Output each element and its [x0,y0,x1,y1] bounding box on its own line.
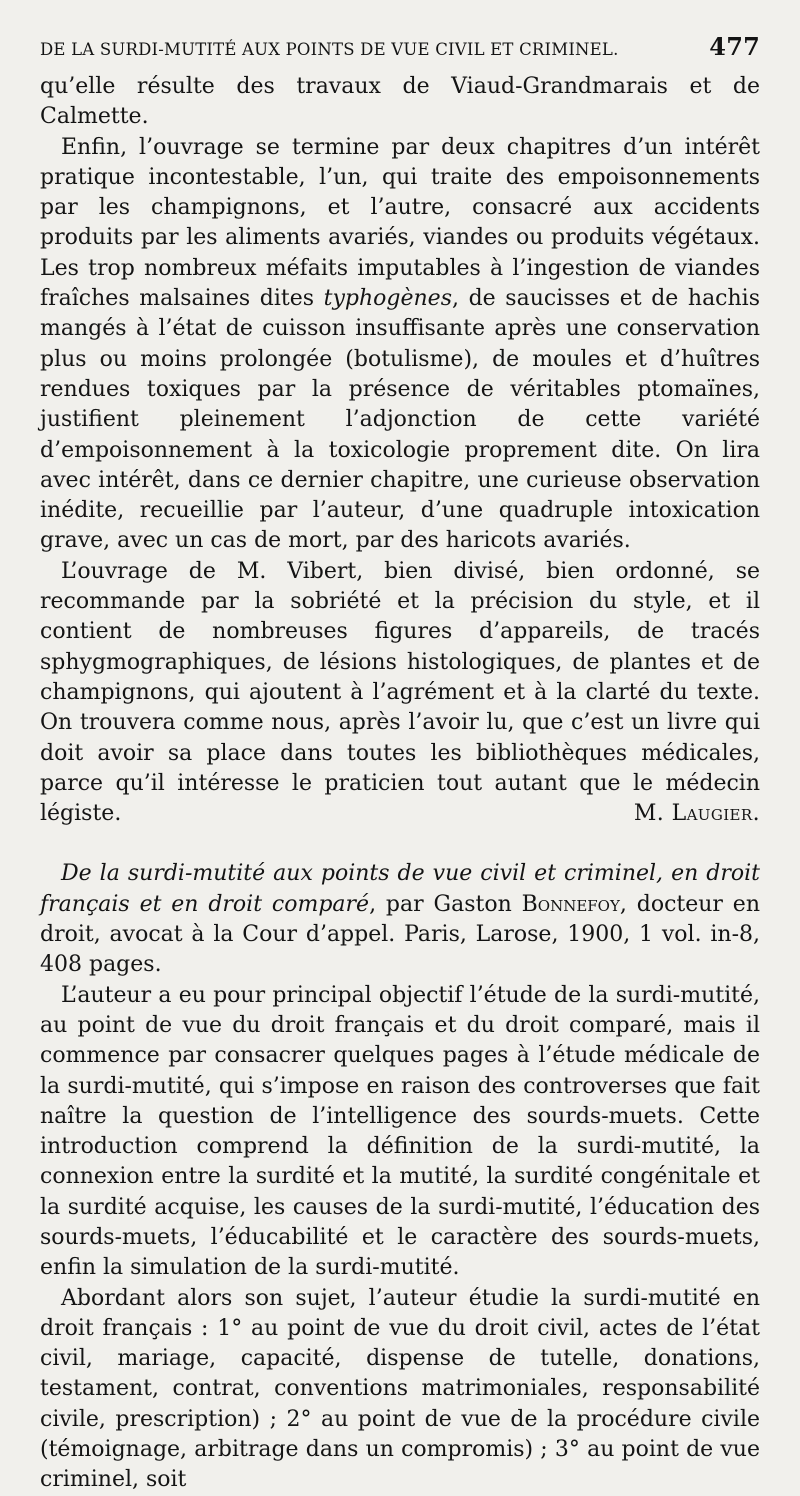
text-run: , de saucisses et de hachis mangés à l’état de cuisson insuffisante après une conservation plus ou moins prolongée (botulisme), de moules et d’huîtres rendues toxiques par la présence de véritables ptomaïnes, justifient pleinement l’adjonction de cette variété d’empoisonnement à la toxicologie proprement dite. On lira avec intérêt, dans ce dernier chapitre, une curieuse observation inédite, recueillie par l’auteur, d’une quadruple intoxication grave, avec un cas de mort, par des haricots avariés. [40,286,760,554]
text-run: , par Gaston [369,891,522,917]
running-header [40,32,760,72]
signature [613,799,760,829]
body-text [40,72,760,1496]
paragraph: L’auteur a eu pour principal objectif l’étude de la surdi-mutité, au point de vue du droit français et du droit comparé, mais il commence par consacrer quelques pages à l’étude médicale de la surdi-mutité, qui s’impose en raison des controverses que fait naître la question de l’intelligence des sourds-muets. Cette introduction comprend la définition de la surdi-mutité, la connexion entre la surdité et la mutité, la surdité congénitale et la surdité acquise, les causes de la surdi-mutité, l’éducation des sourds-muets, l’éducabilité et le caractère des sourds-muets, enfin la simulation de la surdi-mutité. [40,982,760,1281]
signature-initial: M. [633,801,665,827]
text-run: , docteur en droit, avocat à la Cour d’appel. Paris, Larose, 1900, 1 vol. in-8, 408 pages. [40,891,760,978]
paragraph [40,557,760,830]
emphasis: typhogènes [323,286,452,312]
page-number: 477 [709,32,760,61]
running-title: DE LA SURDI-MUTITÉ AUX POINTS DE VUE CIVIL ET CRIMINEL. [40,40,619,59]
text-run: Enfin, l’ouvrage se termine par deux chapitres d’un intérêt pratique incontestable, l’un, qui traite des empoisonnements par les champignons, et l’autre, consacré aux accidents produits par les aliments avariés, viandes ou produits végétaux. Les trop nombreux méfaits imputables à l’ingestion de viandes fraîches malsaines dites [40,134,760,312]
book-author: Bonnefoy [521,891,620,917]
paragraph [40,133,760,557]
book-title: De la surdi-mutité aux points de vue civil et criminel, en droit français et en droit comparé [40,861,760,917]
paragraph: Abordant alors son sujet, l’auteur étudie la surdi-mutité en droit français : 1° au point de vue du droit civil, actes de l’état civil, mariage, capacité, dispense de tutelle, donations, testament, contrat, conventions matrimoniales, responsabilité civile, prescription) ; 2° au point de vue de la procédure civile (témoignage, arbitrage dans un compromis) ; 3° au point de vue criminel, soit [40,1285,760,1493]
book-citation [40,859,760,980]
paragraph: qu’elle résulte des travaux de Viaud-Grandmarais et de Calmette. [40,74,760,130]
text-run: L’ouvrage de M. Vibert, bien divisé, bien ordonné, se recommande par la sobriété et la précision du style, et il contient de nombreuses figures d’appareils, de tracés sphygmographiques, de lésions histologiques, de plantes et de champignons, qui ajoutent à l’agrément et à la clarté du texte. On trouvera comme nous, après l’avoir lu, que c’est un livre qui doit avoir sa place dans toutes les bibliothèques médicales, parce qu’il intéresse le praticien tout autant que le médecin légiste. [40,558,760,827]
section-gap [40,829,760,859]
signature-name: Laugier. [671,801,760,827]
